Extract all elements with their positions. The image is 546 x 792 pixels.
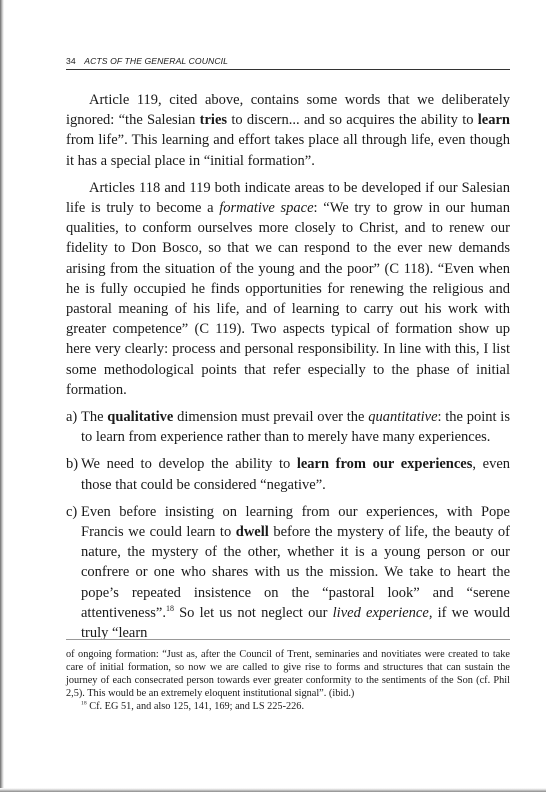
- footnote-marker: 18: [81, 700, 87, 707]
- header-rule: [66, 69, 510, 70]
- page-edge-shadow: [0, 0, 4, 792]
- footnote-rule: [66, 639, 510, 640]
- page-number: 34: [66, 56, 76, 66]
- methodological-points-list: [66, 407, 510, 643]
- running-title: ACTS OF THE GENERAL COUNCIL: [84, 56, 228, 66]
- list-marker: a): [66, 409, 78, 426]
- list-marker: b): [66, 456, 79, 473]
- footnote-continuation: of ongoing formation: “Just as, after the Council of Trent, seminaries and novitiates were created to take care of initial formation, so now we are called to give rise to forms and structures that can sustain the journey of each consecrated person towards ever greater conformity to the sentiments of the Son (cf. Phil 2,5). This would be an extremely eloquent institutional signal”. (ibid.): [66, 649, 510, 699]
- list-marker: c): [66, 503, 78, 520]
- paragraph-articles-118-119: Articles 118 and 119 both indicate areas to be developed if our Salesian life is truly to become a formative space: “We try to grow in our human qualities, to conform ourselves more closely to Christ, and to renew our fidelity to Don Bosco, so that we can respond to the ever new demands arising from the situation of the young and the poor” (C 118). “Even when he is fully occupied he finds opportunities for renewing the religious and pastoral meaning of his life, and of learning to carry out his work with greater competence” (C 119). Two aspects typical of formation show up here very clearly: process and personal responsibility. In line with this, I list some methodological points that refer especially to the phase of initial formation.: [66, 179, 510, 398]
- page-bottom-shadow: [0, 788, 546, 792]
- footnote-ref-18[interactable]: 18: [165, 604, 174, 614]
- footnote-18: $^{18}$ Cf. EG 51, and also 125, 141, 169; and LS 225-226.: [81, 700, 305, 712]
- list-item: a) The qualitative dimension must prevail over the quantitative: the point is to learn from experience rather than to merely have many experiences.: [66, 409, 510, 446]
- list-item: b) We need to develop the ability to learn from our experiences, even those that could be considered “negative”.: [66, 456, 510, 493]
- list-item: c) Even before insisting on learning from our experiences, with Pope Francis we could learn to dwell before the mystery of life, the beauty of nature, the mystery of the other, whether it is a young person or our confrere or one who shares with us the mission. We take to heart the pope’s repeated insistence on the “pastoral look” and “serene attentiveness”.$^{18}$ So let us not neglect our lived experience, if we would truly “learn: [66, 503, 511, 642]
- footnotes: [66, 649, 510, 714]
- paragraph-article-119: Article 119, cited above, contains some words that we deliberately ignored: “the Salesian tries to discern... and so acquires the ability to learn from life”. This learning and effort takes place all through life, even though it has a special place in “initial formation”.: [66, 92, 510, 169]
- main-text: [66, 90, 510, 650]
